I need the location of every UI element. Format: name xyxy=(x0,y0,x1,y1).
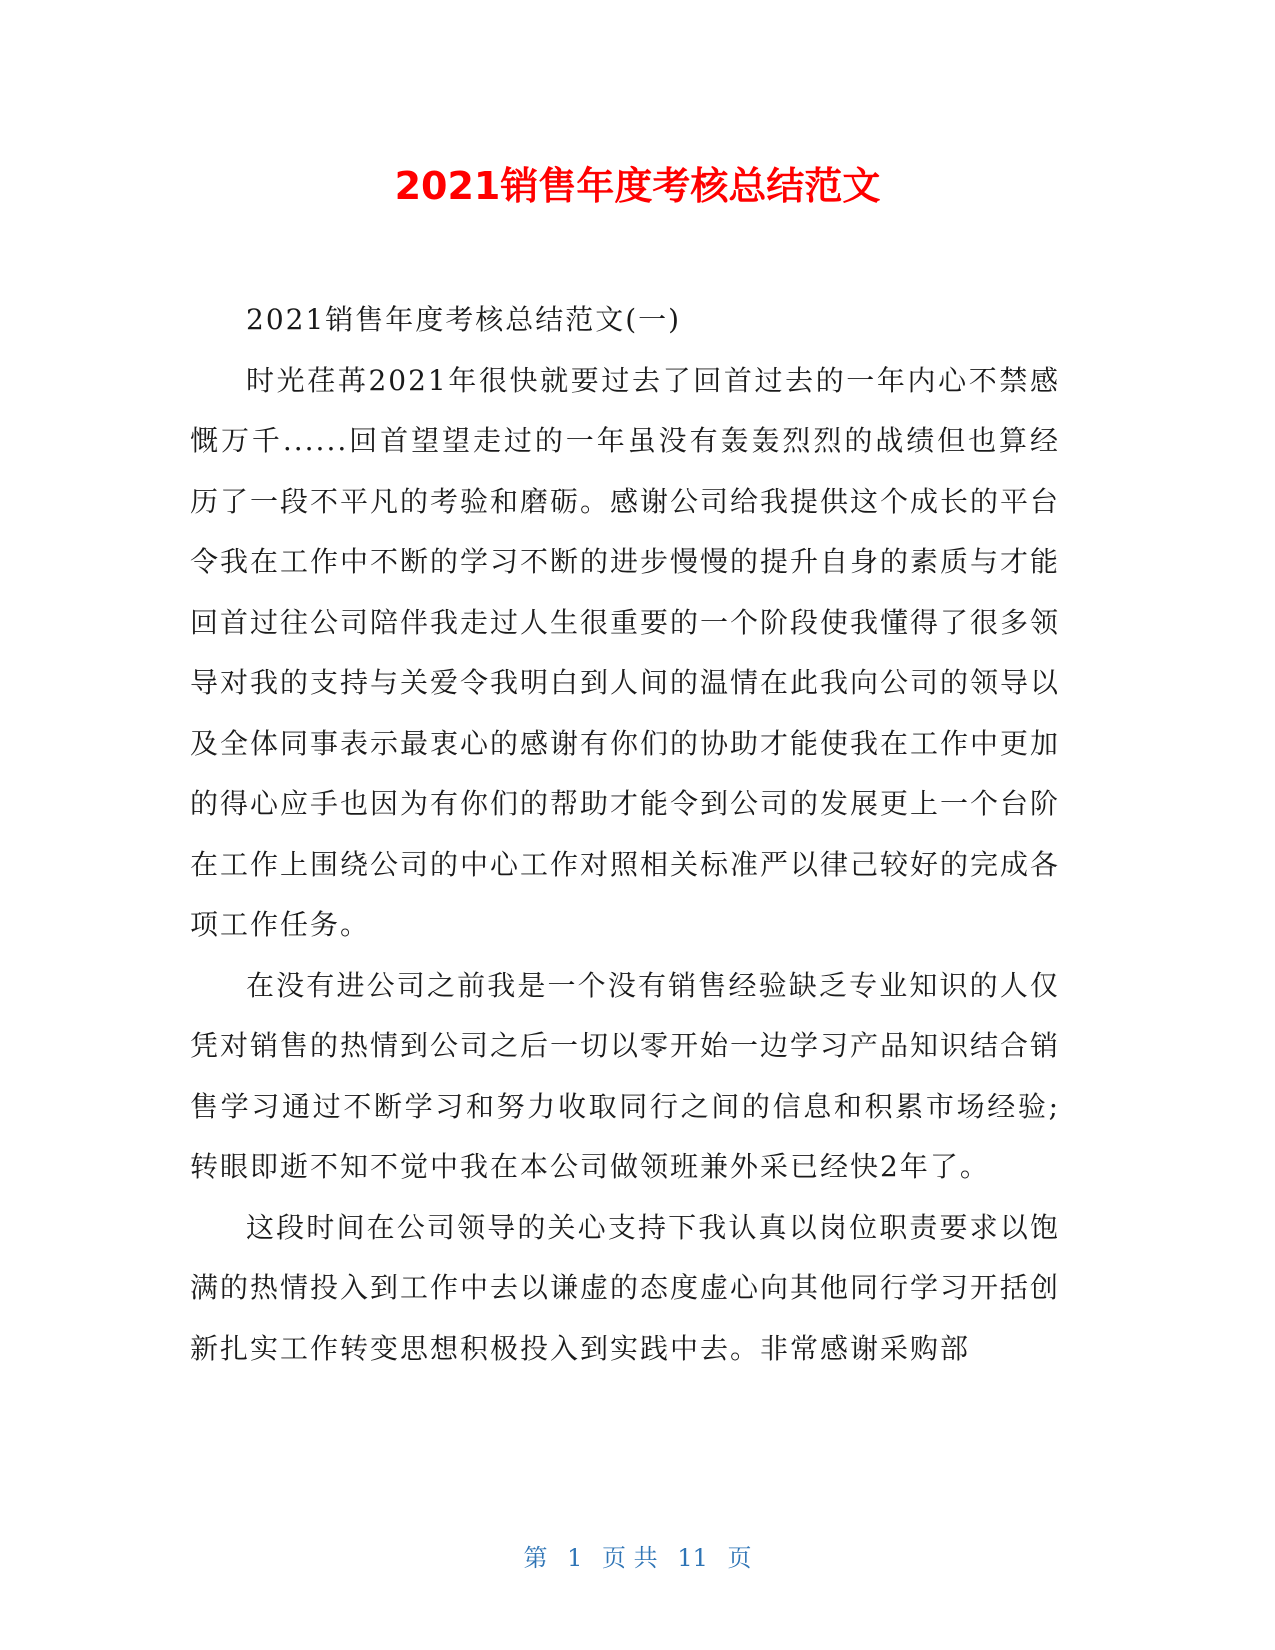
document-title: 2021销售年度考核总结范文 xyxy=(394,164,881,208)
page-footer xyxy=(0,1542,1275,1574)
paragraph: 时光荏苒2021年很快就要过去了回首过去的一年内心不禁感慨万千......回首望望走过的一年虽没有轰轰烈烈的战绩但也算经历了一段不平凡的考验和磨砺。感谢公司给我提供这个成长的平台令我在工作中不断的学习不断的进步慢慢的提升自身的素质与才能回首过往公司陪伴我走过人生很重要的一个阶段使我懂得了很多领导对我的支持与关爱令我明白到人间的温情在此我向公司的领导以及全体同事表示最衷心的感谢有你们的协助才能使我在工作中更加的得心应手也因为有你们的帮助才能令到公司的发展更上一个台阶在工作上围绕公司的中心工作对照相关标准严以律己较好的完成各项工作任务。 xyxy=(190,363,1061,941)
page-label-suffix: 页 xyxy=(727,1544,752,1572)
paragraph: 在没有进公司之前我是一个没有销售经验缺乏专业知识的人仅凭对销售的热情到公司之后一切以零开始一边学习产品知识结合销售学习通过不断学习和努力收取同行之间的信息和积累市场经验;转眼即逝不知不觉中我在本公司做领班兼外采已经快2年了。 xyxy=(190,968,1061,1183)
section-subtitle: 2021销售年度考核总结范文(一) xyxy=(246,303,682,336)
document-body xyxy=(190,290,1060,1379)
page-label-prefix: 第 xyxy=(523,1544,548,1572)
page-number: 1 xyxy=(567,1544,583,1572)
paragraph: 这段时间在公司领导的关心支持下我认真以岗位职责要求以饱满的热情投入到工作中去以谦虚的态度虚心向其他同行学习开括创新扎实工作转变思想积极投入到实践中去。非常感谢采购部 xyxy=(190,1210,1061,1365)
page-label-middle: 页 共 xyxy=(602,1544,658,1572)
total-pages: 11 xyxy=(677,1544,708,1572)
